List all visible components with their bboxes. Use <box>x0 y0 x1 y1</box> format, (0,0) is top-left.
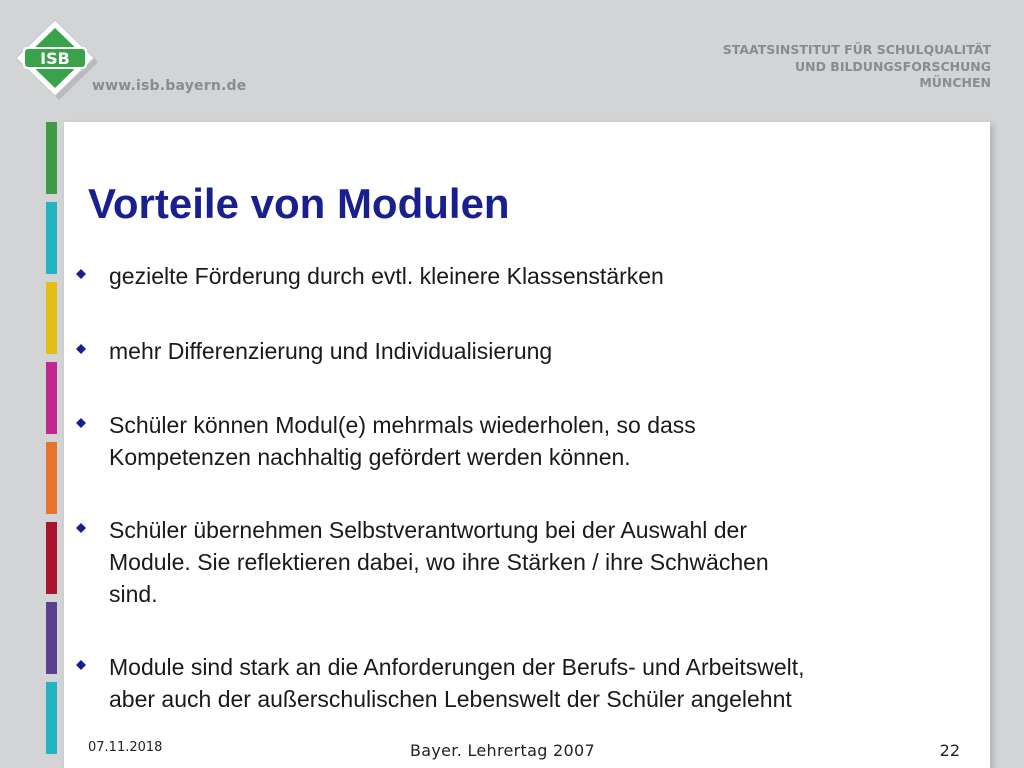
page-number: 22 <box>939 741 960 760</box>
side-bar-orange <box>46 442 57 514</box>
diamond-bullet-icon <box>76 344 86 354</box>
institute-line-2: UND BILDUNGSFORSCHUNG <box>794 58 991 74</box>
diamond-bullet-icon <box>76 418 86 428</box>
side-bar-purple <box>46 602 57 674</box>
bullet-text <box>109 260 979 292</box>
institute-name <box>723 42 991 92</box>
bullet-line: mehr Differenzierung und Individualisierung <box>109 338 553 364</box>
bullet-line: gezielte Förderung durch evtl. kleinere Klassenstärken <box>109 263 664 289</box>
bullet-line: Schüler übernehmen Selbstverantwortung bei der Auswahl der <box>109 517 747 543</box>
bullet-text <box>109 409 979 473</box>
bullet-text <box>109 514 979 610</box>
institute-line-1: STAATSINSTITUT FÜR SCHULQUALITÄT <box>722 42 991 57</box>
side-bar-red <box>46 522 57 594</box>
bullet-line: Module. Sie reflektieren dabei, wo ihre Stärken / ihre Schwächen <box>109 549 769 575</box>
slide-panel <box>64 122 990 768</box>
diamond-bullet-icon <box>76 523 86 533</box>
slide-title: Vorteile von Modulen <box>88 180 510 227</box>
isb-diamond-logo-icon <box>14 18 104 100</box>
side-bar-yellow <box>46 282 57 354</box>
bullet-text <box>109 651 979 715</box>
side-bar-green <box>46 122 57 194</box>
diamond-bullet-icon <box>76 660 86 670</box>
bullet-line: Module sind stark an die Anforderungen der Berufs- und Arbeitswelt, <box>109 654 805 680</box>
institute-line-3: MÜNCHEN <box>919 75 991 90</box>
side-bar-cyan-2 <box>46 682 57 754</box>
website-url[interactable]: www.isb.bayern.de <box>92 78 247 94</box>
diamond-bullet-icon <box>76 269 86 279</box>
side-bar-cyan <box>46 202 57 274</box>
bullet-line: aber auch der außerschulischen Lebenswelt der Schüler angelehnt <box>109 686 792 712</box>
isb-logo <box>14 18 104 100</box>
bullet-line: Kompetenzen nachhaltig gefördert werden können. <box>109 444 631 470</box>
bullet-line: sind. <box>109 581 158 607</box>
footer-date: 07.11.2018 <box>88 740 163 755</box>
side-bar-magenta <box>46 362 57 434</box>
bullet-text <box>109 335 979 367</box>
footer-event: Bayer. Lehrertag 2007 <box>410 741 595 760</box>
bullet-line: Schüler können Modul(e) mehrmals wiederholen, so dass <box>109 412 696 438</box>
logo-text: ISB <box>40 49 70 68</box>
